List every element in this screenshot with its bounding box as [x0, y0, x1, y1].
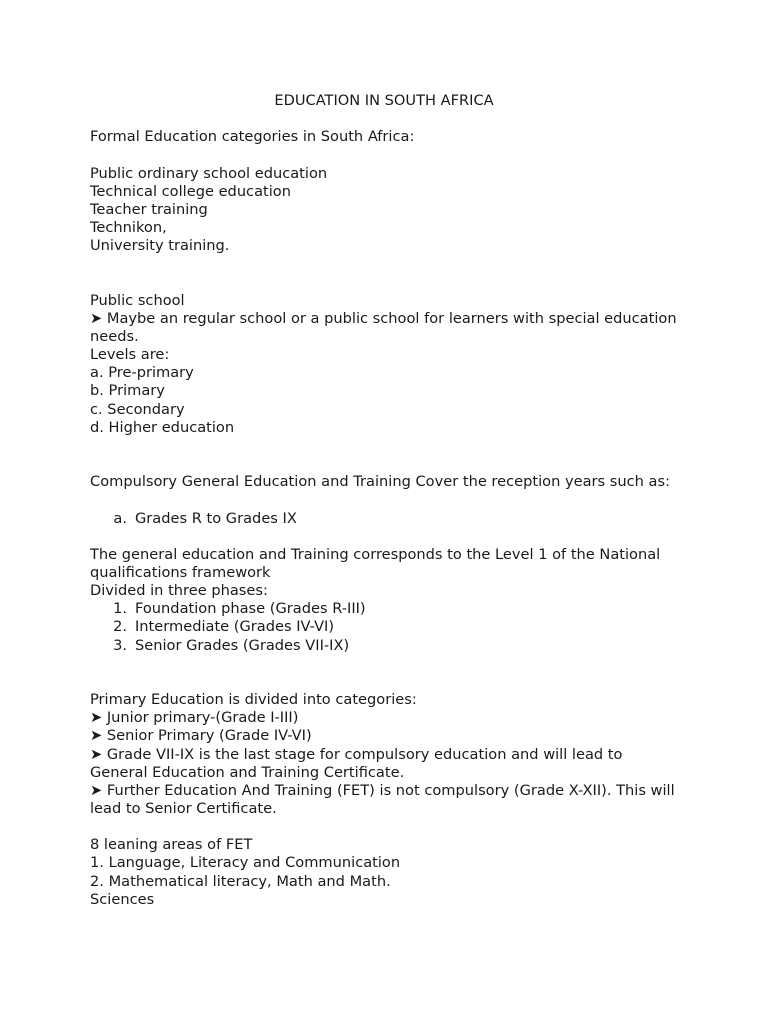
formal-category-item: Public ordinary school education: [90, 164, 328, 182]
formal-category-item: Technical college education: [90, 182, 291, 200]
spacer: [90, 255, 680, 291]
list-item-text: Intermediate (Grades IV-VI): [135, 618, 335, 636]
primary-bullet: ➤ Further Education And Training (FET) is not compulsory (Grade X-XII). This will lead to Senior Certificate.: [90, 781, 675, 817]
spacer: [90, 655, 680, 691]
general-education-text: The general education and Training corresponds to the Level 1 of the National qualifications framework: [90, 545, 661, 581]
compulsory-list-item: [90, 510, 680, 528]
primary-bullet: ➤ Grade VII-IX is the last stage for compulsory education and will lead to General Education and Training Certificate.: [90, 745, 623, 781]
level-item: d. Higher education: [90, 418, 235, 436]
formal-category-item: University training.: [90, 237, 230, 255]
level-item: c. Secondary: [90, 400, 185, 418]
primary-education-heading: Primary Education is divided into categories:: [90, 691, 417, 709]
spacer: [90, 491, 680, 509]
phases-heading: Divided in three phases:: [90, 582, 268, 600]
formal-category-item: Technikon,: [90, 219, 167, 237]
list-marker: a.: [113, 509, 127, 527]
list-item-text: Grades R to Grades IX: [135, 509, 297, 527]
levels-heading: Levels are:: [90, 346, 170, 364]
fet-item: 2. Mathematical literacy, Math and Math.: [90, 872, 391, 890]
fet-heading: 8 leaning areas of FET: [90, 836, 253, 854]
list-marker: 3.: [113, 636, 127, 654]
list-item-text: Foundation phase (Grades R-III): [135, 600, 366, 618]
phase-list-item: [90, 600, 680, 618]
public-school-bullet: ➤ Maybe an regular school or a public school for learners with special education needs.: [90, 309, 677, 345]
list-item-text: Senior Grades (Grades VII-IX): [135, 636, 350, 654]
spacer: [90, 818, 680, 836]
formal-category-item: Teacher training: [90, 200, 208, 218]
fet-item: Sciences: [90, 890, 155, 908]
fet-item: 1. Language, Literacy and Communication: [90, 854, 401, 872]
spacer: [90, 528, 680, 546]
spacer: [90, 110, 680, 128]
public-school-heading: Public school: [90, 291, 185, 309]
phase-list-item: [90, 618, 680, 636]
spacer: [90, 437, 680, 473]
formal-education-heading: Formal Education categories in South Africa:: [90, 128, 415, 146]
spacer: [90, 146, 680, 164]
list-marker: 1.: [113, 600, 127, 618]
compulsory-education-text: Compulsory General Education and Training Cover the reception years such as:: [90, 473, 670, 491]
document-title: EDUCATION IN SOUTH AFRICA: [274, 92, 494, 109]
document-body: [90, 92, 680, 909]
level-item: b. Primary: [90, 382, 165, 400]
primary-bullet: ➤ Senior Primary (Grade IV-VI): [90, 727, 312, 745]
phase-list-item: [90, 637, 680, 655]
primary-bullet: ➤ Junior primary-(Grade I-III): [90, 709, 299, 727]
level-item: a. Pre-primary: [90, 364, 194, 382]
list-marker: 2.: [113, 618, 127, 636]
